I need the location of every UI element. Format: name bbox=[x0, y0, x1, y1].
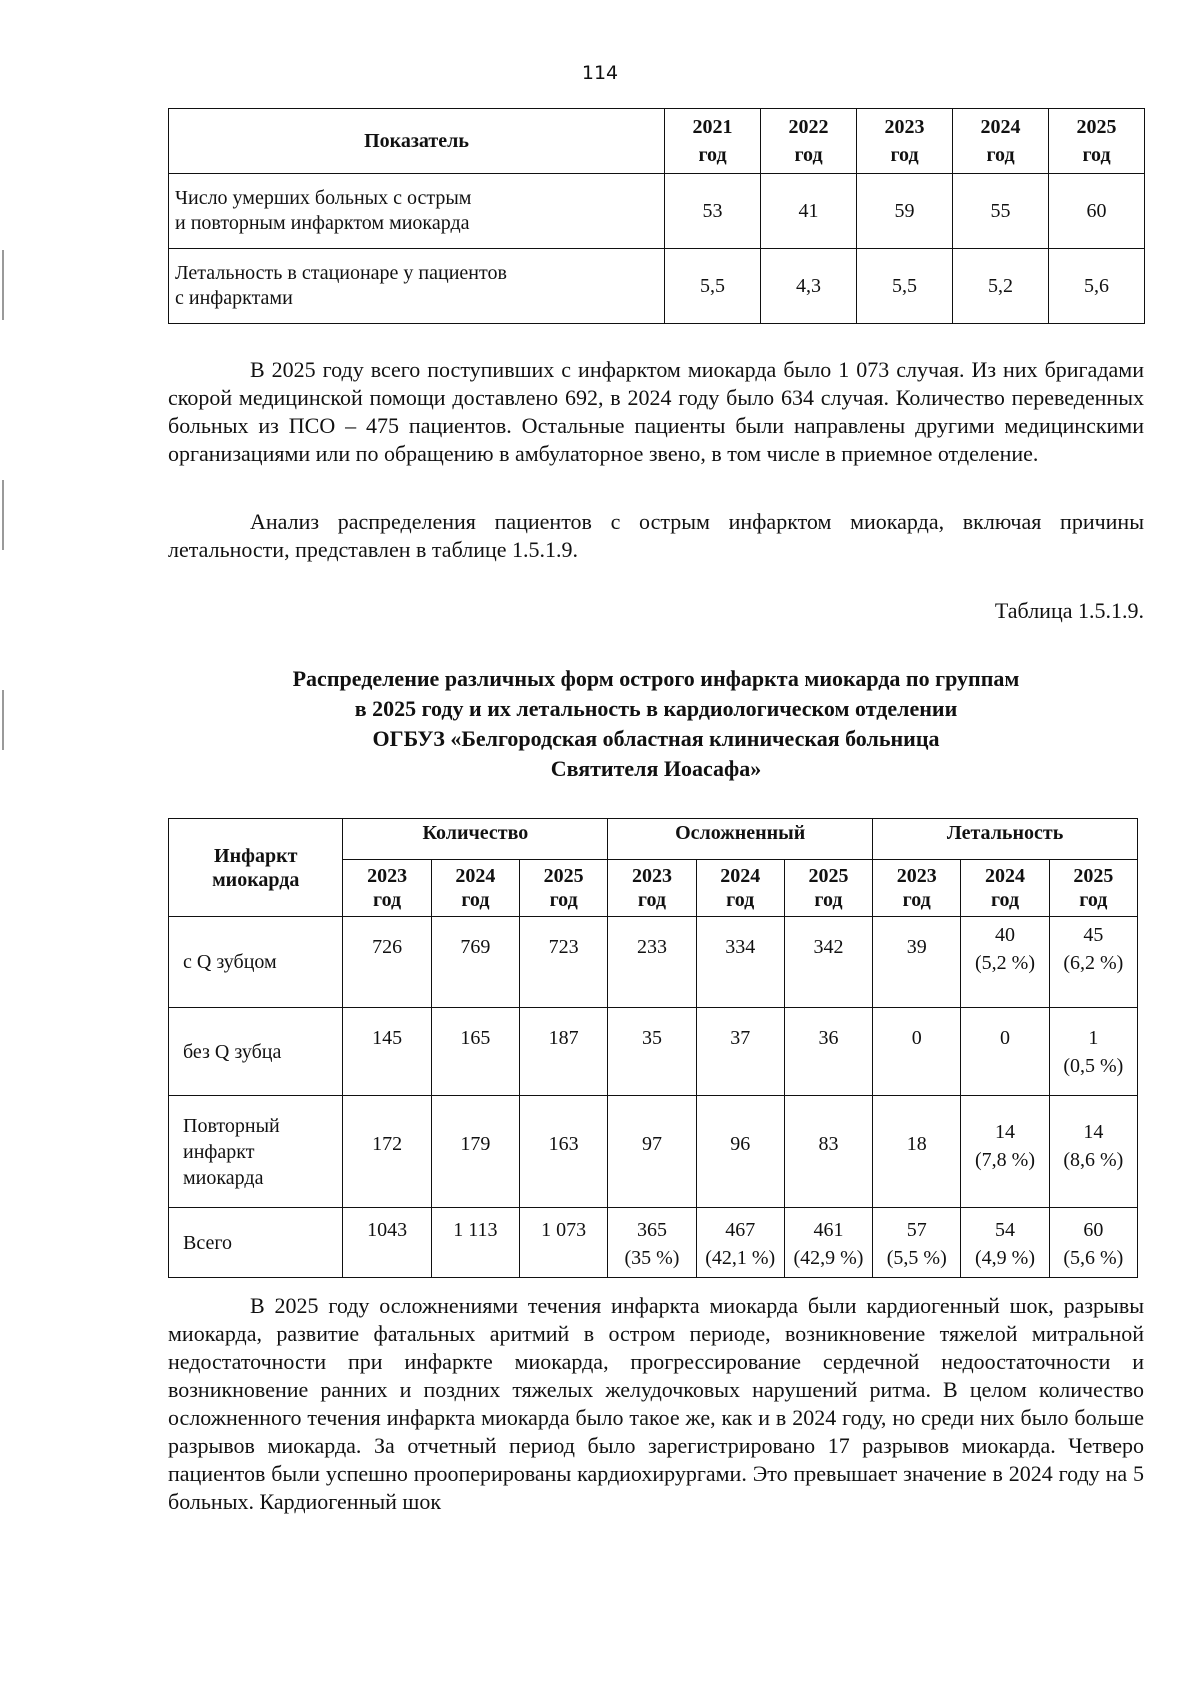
paragraph-complications: В 2025 году осложнениями течения инфаркта миокарда были кардиогенный шок, разрывы миокарда, развитие фатальных аритмий в остром периоде, возникновение тяжелой митральной недостаточности при инфаркте миокарда, прогрессирование сердечной недоостаточности и возникновение ранних и поздних тяжелых желудочковых нарушений ритма. В целом количество осложненного течения инфаркта миокарда было такое же, как и в 2024 году, но среди них было больше разрывов миокарда. За отчетный период было зарегистрировано 17 разрывов миокарда. Четверо пациентов были успешно прооперированы кардиохирургами. Это превышает значение в 2024 году на 5 больных. Кардиогенный шок bbox=[168, 1293, 1144, 1514]
cell: 55 bbox=[953, 174, 1049, 249]
table-row bbox=[169, 917, 1138, 1008]
header-year: 2025 год bbox=[520, 860, 608, 917]
cell: 145 bbox=[343, 1008, 431, 1096]
row-label: с Q зубцом bbox=[169, 917, 343, 1008]
cell: 0 bbox=[961, 1008, 1049, 1096]
cell: 1043 bbox=[343, 1208, 431, 1278]
cell: 45 (6,2 %) bbox=[1049, 917, 1137, 1008]
cell: 5,5 bbox=[665, 249, 761, 324]
scan-edge-mark bbox=[2, 480, 4, 550]
header-year: 2023 год bbox=[343, 860, 431, 917]
table-title: Распределение различных форм острого инфаркта миокарда по группам в 2025 году и их летальность в кардиологическом отделении ОГБУЗ «Белгородская областная клиническая больница Святителя Иоасафа» bbox=[292, 666, 1020, 781]
cell: 1 (0,5 %) bbox=[1049, 1008, 1137, 1096]
cell: 4,3 bbox=[761, 249, 857, 324]
cell: 14 (8,6 %) bbox=[1049, 1096, 1137, 1208]
cell: 60 bbox=[1049, 174, 1145, 249]
cell: 53 bbox=[665, 174, 761, 249]
cell: 0 bbox=[873, 1008, 961, 1096]
cell: 179 bbox=[431, 1096, 519, 1208]
header-year: 2024 год bbox=[953, 109, 1049, 174]
table-row bbox=[169, 1096, 1138, 1208]
header-year: 2024 год bbox=[961, 860, 1049, 917]
cell: 461 (42,9 %) bbox=[784, 1208, 872, 1278]
table-row bbox=[169, 174, 1145, 249]
cell: 36 bbox=[784, 1008, 872, 1096]
cell: 233 bbox=[608, 917, 696, 1008]
group-header-row bbox=[169, 819, 1138, 860]
row-label: Повторный инфаркт миокарда bbox=[169, 1096, 343, 1208]
header-year: 2021 год bbox=[665, 109, 761, 174]
header-indicator: Показатель bbox=[169, 109, 665, 174]
cell: 769 bbox=[431, 917, 519, 1008]
header-year: 2023 год bbox=[857, 109, 953, 174]
mortality-table bbox=[168, 108, 1145, 324]
cell: 334 bbox=[696, 917, 784, 1008]
header-year: 2025 год bbox=[784, 860, 872, 917]
cell: 365 (35 %) bbox=[608, 1208, 696, 1278]
cell: 97 bbox=[608, 1096, 696, 1208]
infarction-forms-table bbox=[168, 818, 1138, 1278]
cell: 14 (7,8 %) bbox=[961, 1096, 1049, 1208]
row-label: Летальность в стационаре у пациентов с инфарктами bbox=[169, 249, 665, 324]
cell: 723 bbox=[520, 917, 608, 1008]
table-row bbox=[169, 249, 1145, 324]
cell: 57 (5,5 %) bbox=[873, 1208, 961, 1278]
header-year: 2024 год bbox=[431, 860, 519, 917]
cell: 467 (42,1 %) bbox=[696, 1208, 784, 1278]
group-header-complicated: Осложненный bbox=[608, 819, 873, 860]
cell: 59 bbox=[857, 174, 953, 249]
header-year: 2024 год bbox=[696, 860, 784, 917]
cell: 39 bbox=[873, 917, 961, 1008]
cell: 1 073 bbox=[520, 1208, 608, 1278]
row-label: без Q зубца bbox=[169, 1008, 343, 1096]
cell: 187 bbox=[520, 1008, 608, 1096]
cell: 96 bbox=[696, 1096, 784, 1208]
table-header-row bbox=[169, 109, 1145, 174]
header-year: 2025 год bbox=[1049, 860, 1137, 917]
header-year: 2025 год bbox=[1049, 109, 1145, 174]
cell: 1 113 bbox=[431, 1208, 519, 1278]
scan-edge-mark bbox=[2, 250, 4, 320]
scan-edge-mark bbox=[2, 690, 4, 750]
page-number: 114 bbox=[581, 62, 619, 84]
header-infarction: Инфаркт миокарда bbox=[169, 819, 343, 917]
cell: 726 bbox=[343, 917, 431, 1008]
cell: 5,6 bbox=[1049, 249, 1145, 324]
cell: 41 bbox=[761, 174, 857, 249]
paragraph-analysis: Анализ распределения пациентов с острым инфарктом миокарда, включая причины летальности, представлен в таблице 1.5.1.9. bbox=[168, 509, 1144, 562]
header-year: 2023 год bbox=[873, 860, 961, 917]
cell: 342 bbox=[784, 917, 872, 1008]
cell: 83 bbox=[784, 1096, 872, 1208]
cell: 54 (4,9 %) bbox=[961, 1208, 1049, 1278]
row-label: Всего bbox=[169, 1208, 343, 1278]
cell: 40 (5,2 %) bbox=[961, 917, 1049, 1008]
group-header-count: Количество bbox=[343, 819, 608, 860]
cell: 35 bbox=[608, 1008, 696, 1096]
table-row bbox=[169, 1208, 1138, 1278]
cell: 18 bbox=[873, 1096, 961, 1208]
group-header-mortality: Летальность bbox=[873, 819, 1138, 860]
table-row bbox=[169, 1008, 1138, 1096]
paragraph-admissions: В 2025 году всего поступивших с инфарктом миокарда было 1 073 случая. Из них бригадами скорой медицинской помощи доставлено 692, в 2024 году было 634 случая. Количество переведенных больных из ПСО – 475 пациентов. Остальные пациенты были направлены другими медицинскими организациями или по обращению в амбулаторное звено, в том числе в приемное отделение. bbox=[168, 357, 1144, 466]
header-year: 2022 год bbox=[761, 109, 857, 174]
cell: 5,2 bbox=[953, 249, 1049, 324]
cell: 172 bbox=[343, 1096, 431, 1208]
cell: 165 bbox=[431, 1008, 519, 1096]
cell: 37 bbox=[696, 1008, 784, 1096]
cell: 60 (5,6 %) bbox=[1049, 1208, 1137, 1278]
table-reference: Таблица 1.5.1.9. bbox=[994, 598, 1144, 623]
header-year: 2023 год bbox=[608, 860, 696, 917]
cell: 163 bbox=[520, 1096, 608, 1208]
row-label: Число умерших больных с острым и повторным инфарктом миокарда bbox=[169, 174, 665, 249]
cell: 5,5 bbox=[857, 249, 953, 324]
